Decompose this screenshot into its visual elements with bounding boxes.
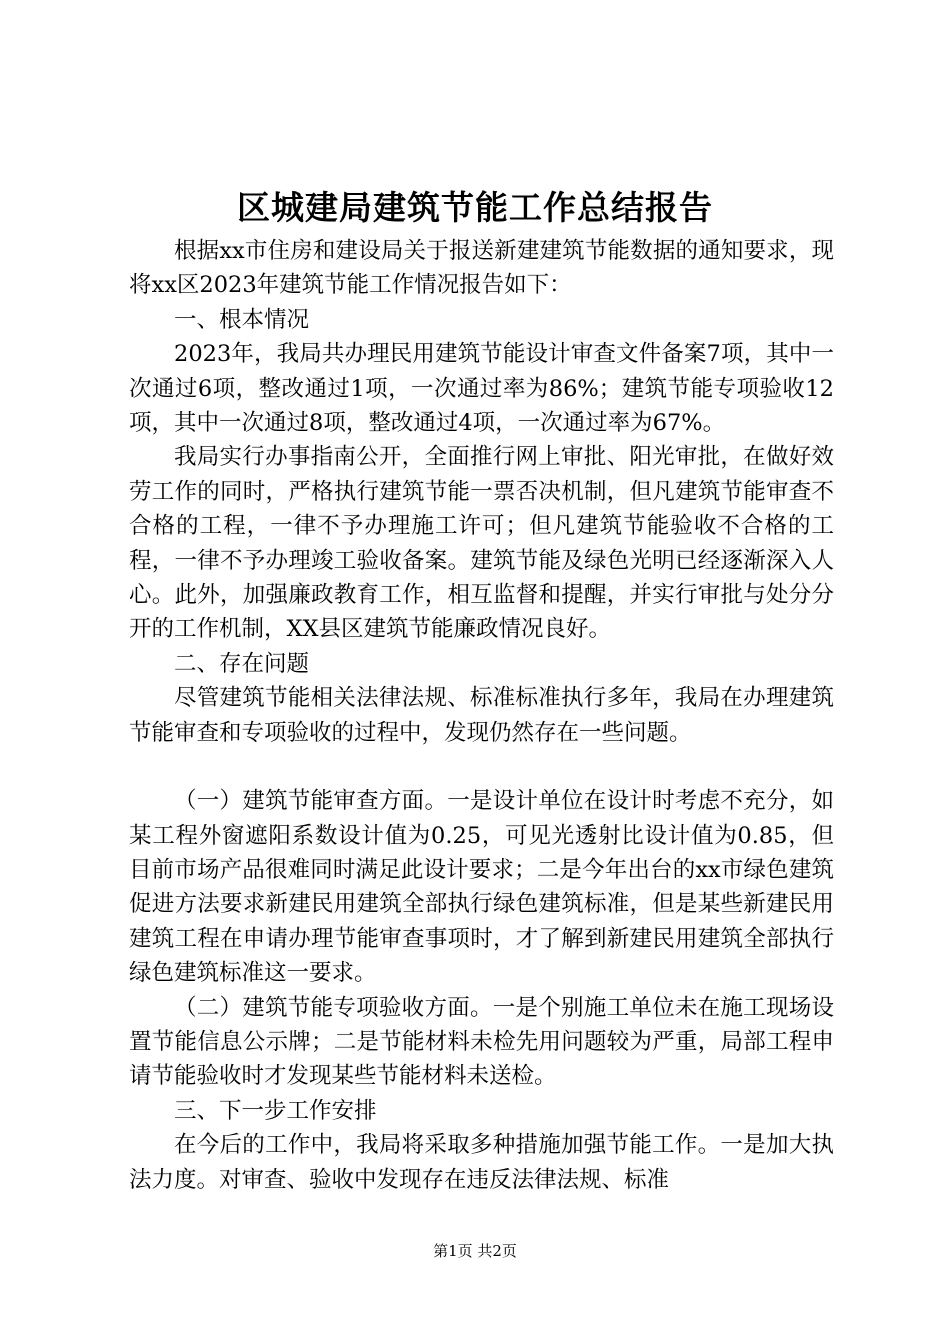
paragraph-intro: 根据xx市住房和建设局关于报送新建建筑节能数据的通知要求，现将xx区2023年建筑节能工作情况报告如下： [129,238,834,299]
paragraph-statistics: 2023年，我局共办理民用建筑节能设计审查文件备案7项，其中一次通过6项，整改通过1项，一次通过率为86%；建筑节能专项验收12项，其中一次通过8项，整改通过4项，一次通过率为67%。 [129,341,834,437]
document-body [129,234,834,1197]
section-heading-basic-situation: 一、根本情况 [174,306,310,333]
paragraph-problems-intro: 尽管建筑节能相关法律法规、标准标准执行多年，我局在办理建筑节能审查和专项验收的过程中，发现仍然存在一些问题。 [129,685,834,746]
section-heading-next-steps: 三、下一步工作安排 [174,1097,377,1124]
paragraph-review-issues: （一）建筑节能审查方面。一是设计单位在设计时考虑不充分，如某工程外窗遮阳系数设计值为0.25，可见光透射比设计值为0.85，但目前市场产品很难同时满足此设计要求；二是今年出台的xx市绿色建筑促进方法要求新建民用建筑全部执行绿色建筑标准，但是某些新建民用建筑工程在申请办理节能审查事项时，才了解到新建民用建筑全部执行绿色建筑标准这一要求。 [129,788,834,987]
paragraph-measures: 我局实行办事指南公开，全面推行网上审批、阳光审批，在做好效劳工作的同时，严格执行建筑节能一票否决机制，但凡建筑节能审查不合格的工程，一律不予办理施工许可；但凡建筑节能验收不合格的工程，一律不予办理竣工验收备案。建筑节能及绿色光明已经逐渐深入人心。此外，加强廉政教育工作，相互监督和提醒，并实行审批与处分分开的工作机制，XX县区建筑节能廉政情况良好。 [129,444,834,643]
paragraph-acceptance-issues: （二）建筑节能专项验收方面。一是个别施工单位未在施工现场设置节能信息公示牌；二是节能材料未检先用问题较为严重，局部工程申请节能验收时才发现某些节能材料未送检。 [129,994,834,1090]
paragraph-next-steps: 在今后的工作中，我局将采取多种措施加强节能工作。一是加大执法力度。对审查、验收中发现存在违反法律法规、标准 [129,1132,834,1193]
document-title: 区城建局建筑节能工作总结报告 [237,188,713,227]
section-heading-problems: 二、存在问题 [174,650,310,677]
page-number-footer: 第1页 共2页 [433,1242,517,1260]
